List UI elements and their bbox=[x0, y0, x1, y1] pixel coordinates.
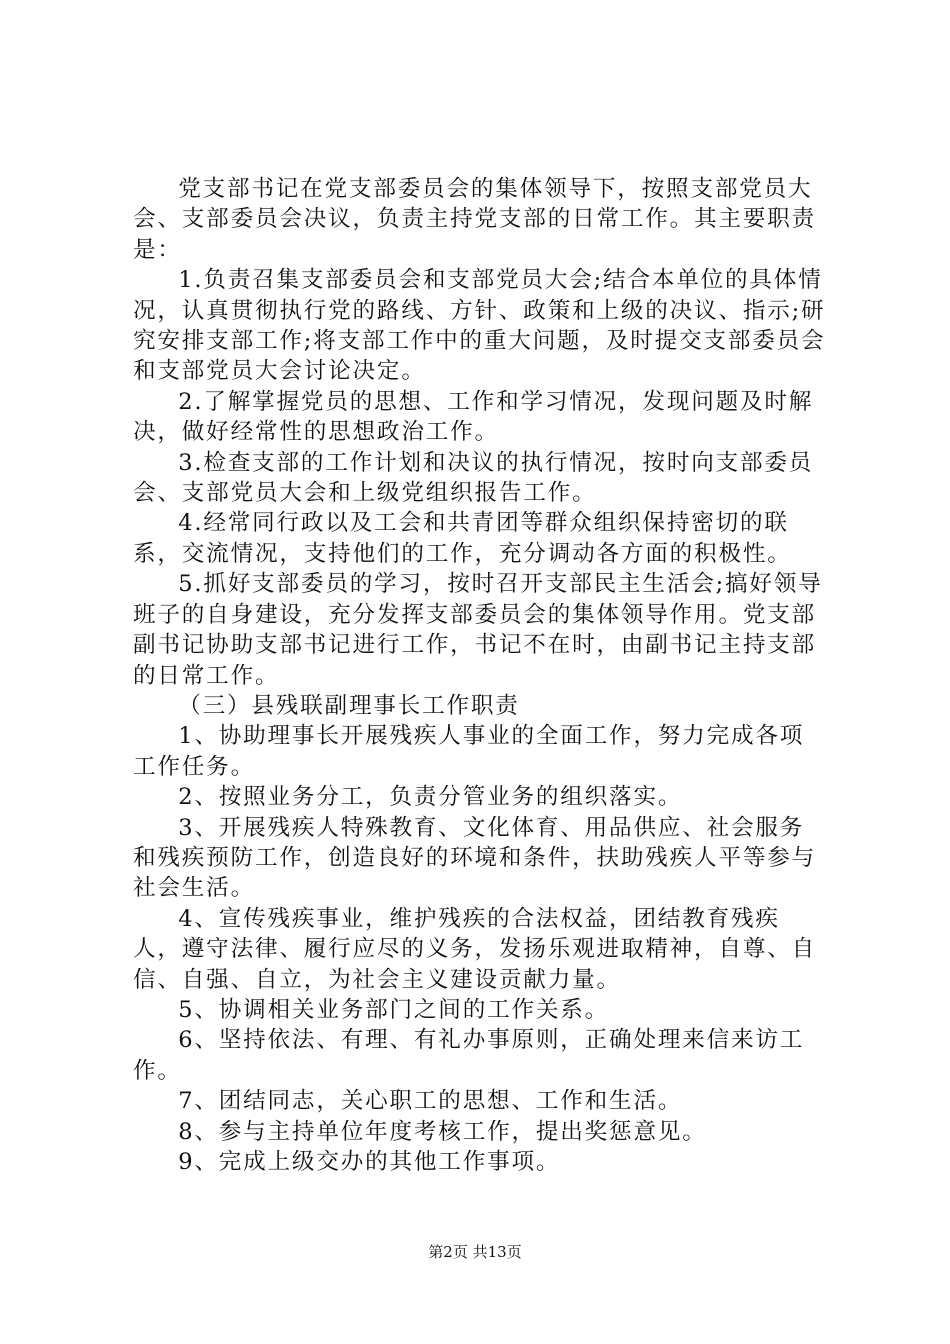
paragraph-vice-duty-4: 4、宣传残疾事业，维护残疾的合法权益，团结教育残疾人，遵守法律、履行应尽的义务，发扬乐观进取精神，自尊、自信、自强、自立，为社会主义建设贡献力量。 bbox=[133, 905, 817, 993]
paragraph-vice-duty-1: 1、协助理事长开展残疾人事业的全面工作，努力完成各项工作任务。 bbox=[133, 723, 805, 780]
paragraph-vice-duty-3: 3、开展残疾人特殊教育、文化体育、用品供应、社会服务和残疾预防工作，创造良好的环境和条件，扶助残疾人平等参与社会生活。 bbox=[133, 814, 817, 902]
paragraph-vice-duty-8: 8、参与主持单位年度考核工作，提出奖惩意见。 bbox=[178, 1118, 707, 1145]
page-number-footer: 第2页 共13页 bbox=[428, 1243, 522, 1261]
paragraph-duty-1: 1.负责召集支部委员会和支部党员大会;结合本单位的具体情况，认真贯彻执行党的路线、方针、政策和上级的决议、指示;研究安排支部工作;将支部工作中的重大问题，及时提交支部委员会和支部党员大会讨论决定。 bbox=[133, 267, 826, 385]
paragraph-vice-duty-5: 5、协调相关业务部门之间的工作关系。 bbox=[178, 996, 610, 1023]
paragraph-vice-duty-6: 6、坚持依法、有理、有礼办事原则，正确处理来信来访工作。 bbox=[133, 1027, 805, 1084]
paragraph-duty-2: 2.了解掌握党员的思想、工作和学习情况，发现问题及时解决，做好经常性的思想政治工作。 bbox=[133, 388, 814, 446]
paragraph-vice-duty-7: 7、团结同志，关心职工的思想、工作和生活。 bbox=[178, 1088, 683, 1115]
paragraph-vice-duty-9: 9、完成上级交办的其他工作事项。 bbox=[178, 1149, 561, 1175]
paragraph-vice-duty-2: 2、按照业务分工，负责分管业务的组织落实。 bbox=[178, 784, 683, 811]
paragraph-secretary-intro: 党支部书记在党支部委员会的集体领导下，按照支部党员大会、支部委员会决议，负责主持党支部的日常工作。其主要职责是： bbox=[133, 176, 817, 263]
paragraph-duty-4: 4.经常同行政以及工会和共青团等群众组织保持密切的联系，交流情况，支持他们的工作，充分调动各方面的积极性。 bbox=[133, 510, 792, 567]
paragraph-duty-5: 5.抓好支部委员的学习，按时召开支部民主生活会;搞好领导班子的自身建设，充分发挥支部委员会的集体领导作用。党支部副书记协助支部书记进行工作，书记不在时，由副书记主持支部的日常工作。 bbox=[133, 571, 823, 689]
section-heading-vice-chairman: （三）县残联副理事长工作职责 bbox=[178, 692, 520, 719]
paragraph-duty-3: 3.检查支部的工作计划和决议的执行情况，按时向支部委员会、支部党员大会和上级党组织报告工作。 bbox=[133, 449, 814, 507]
document-body bbox=[133, 174, 828, 1177]
